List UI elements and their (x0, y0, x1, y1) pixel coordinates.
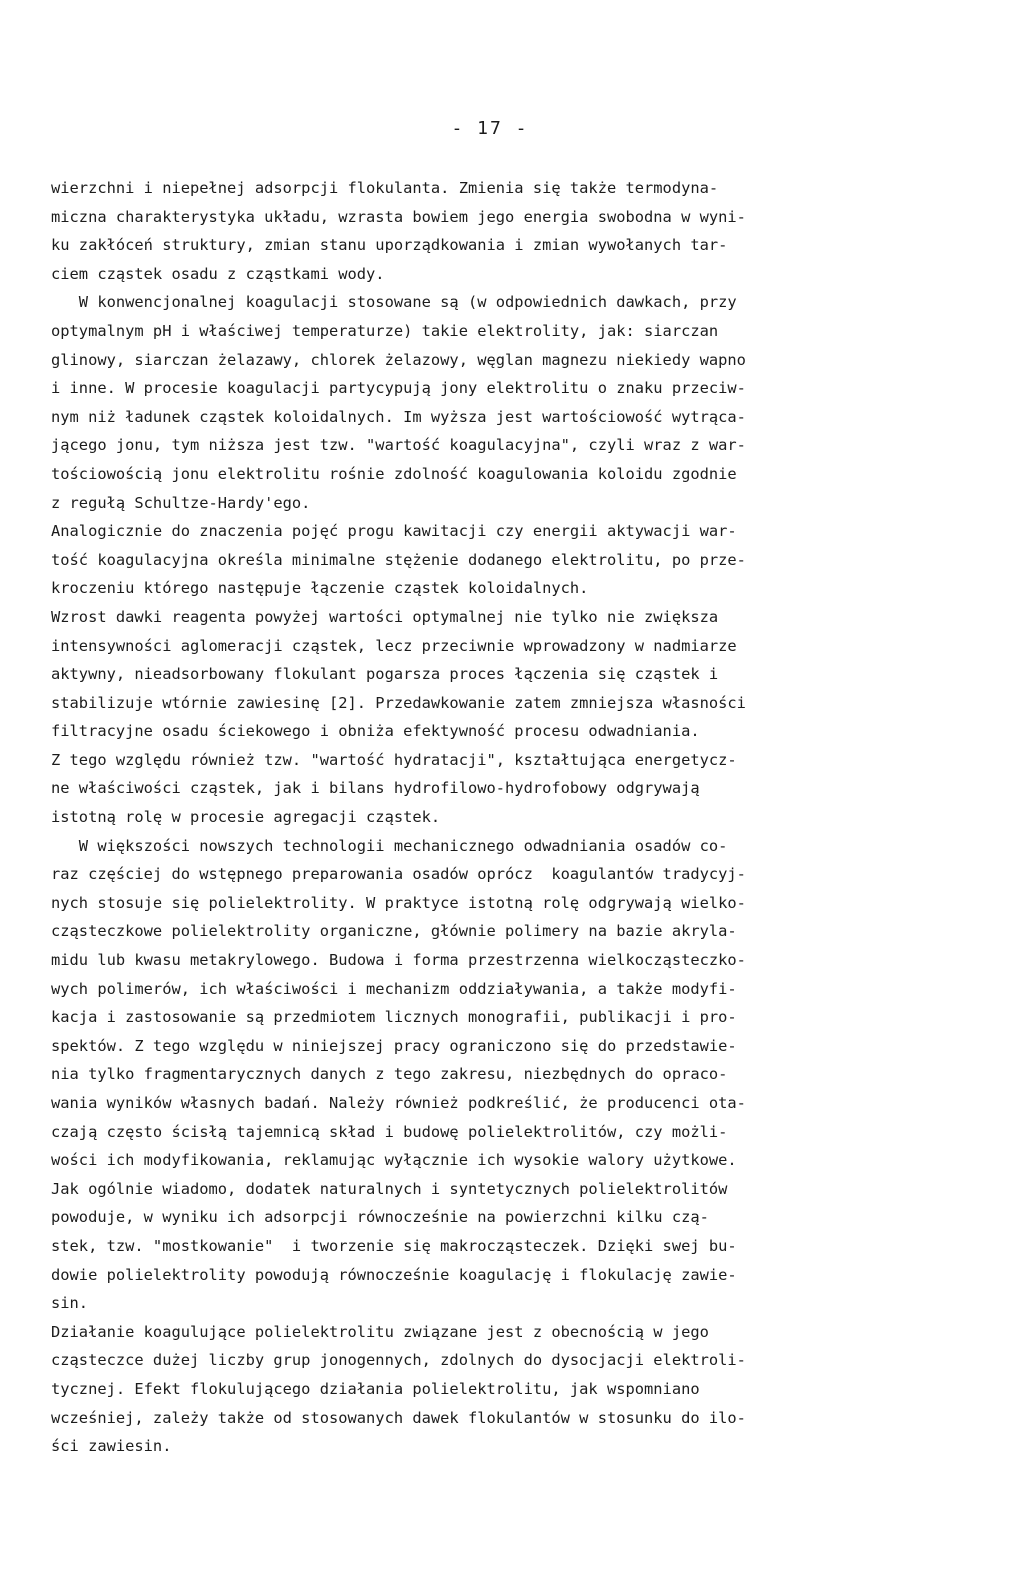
text-line: tość koagulacyjna określa minimalne stężenie dodanego elektrolitu, po prze- (51, 550, 746, 569)
text-line: raz częściej do wstępnego preparowania osadów oprócz koagulantów tradycyj- (51, 865, 746, 884)
text-line: kroczeniu którego następuje łączenie cząstek koloidalnych. (51, 579, 589, 598)
text-line: Jak ogólnie wiadomo, dodatek naturalnych i syntetycznych polielektrolitów (51, 1179, 728, 1198)
text-line: Wzrost dawki reagenta powyżej wartości optymalnej nie tylko nie zwiększa (51, 607, 719, 626)
text-line: tycznej. Efekt flokulującego działania polielektrolitu, jak wspomniano (51, 1379, 700, 1398)
text-line: nych stosuje się polielektrolity. W praktyce istotną rolę odgrywają wielko- (51, 893, 746, 912)
text-line: stek, tzw. "mostkowanie" i tworzenie się makrocząsteczek. Dzięki swej bu- (51, 1236, 737, 1255)
text-line: aktywny, nieadsorbowany flokulant pogarsza proces łączenia się cząstek i (51, 665, 719, 684)
text-line: tościowością jonu elektrolitu rośnie zdolność koagulowania koloidu zgodnie (51, 464, 737, 483)
text-line: czają często ścisłą tajemnicą skład i budowę polielektrolitów, czy możli- (51, 1122, 728, 1141)
text-line: Działanie koagulujące polielektrolitu związane jest z obecnością w jego (51, 1322, 709, 1341)
text-line: nia tylko fragmentarycznych danych z tego zakresu, niezbędnych do opraco- (51, 1065, 728, 1084)
text-line: W konwencjonalnej koagulacji stosowane są (w odpowiednich dawkach, przy (51, 293, 737, 312)
text-line: nym niż ładunek cząstek koloidalnych. Im wyższa jest wartościowość wytrąca- (51, 407, 746, 426)
text-line: i inne. W procesie koagulacji partycypują jony elektrolitu o znaku przeciw- (51, 379, 746, 398)
text-line: midu lub kwasu metakrylowego. Budowa i forma przestrzenna wielkocząsteczko- (51, 951, 746, 970)
text-line: ne właściwości cząstek, jak i bilans hydrofilowo-hydrofobowy odgrywają (51, 779, 700, 798)
text-line: Z tego względu również tzw. "wartość hydratacji", kształtująca energetycz- (51, 750, 737, 769)
text-line: wierzchni i niepełnej adsorpcji flokulanta. Zmienia się także termodyna- (51, 179, 719, 197)
text-line: cząsteczce dużej liczby grup jonogennych, zdolnych do dysocjacji elektroli- (51, 1351, 746, 1370)
text-line: ści zawiesin. (51, 1437, 172, 1456)
text-line: wcześniej, zależy także od stosowanych dawek flokulantów w stosunku do ilo- (51, 1408, 746, 1427)
text-line: jącego jonu, tym niższa jest tzw. "wartość koagulacyjna", czyli wraz z war- (51, 436, 746, 455)
text-line: glinowy, siarczan żelazawy, chlorek żelazowy, węglan magnezu niekiedy wapno (51, 350, 746, 369)
text-line: dowie polielektrolity powodują równocześnie koagulację i flokulację zawie- (51, 1265, 737, 1284)
text-line: cząsteczkowe polielektrolity organiczne, głównie polimery na bazie akryla- (51, 922, 737, 941)
text-line: ku zakłóceń struktury, zmian stanu uporządkowania i zmian wywołanych tar- (51, 236, 728, 255)
text-line: wania wyników własnych badań. Należy również podkreślić, że producenci ota- (51, 1094, 746, 1112)
text-line: spektów. Z tego względu w niniejszej pracy ograniczono się do przedstawie- (51, 1036, 737, 1055)
text-line: stabilizuje wtórnie zawiesinę [2]. Przedawkowanie zatem zmniejsza własności (51, 693, 746, 712)
text-line: wych polimerów, ich właściwości i mechanizm oddziaływania, a także modyfi- (51, 979, 737, 998)
body-text (51, 174, 981, 1461)
text-line: sin. (51, 1294, 89, 1313)
text-line: kacja i zastosowanie są przedmiotem licznych monografii, publikacji i pro- (51, 1008, 737, 1027)
text-line: istotną rolę w procesie agregacji cząstek. (51, 808, 441, 827)
page-number: - 17 - (451, 118, 529, 139)
text-line: powoduje, w wyniku ich adsorpcji równocześnie na powierzchni kilku czą- (51, 1208, 709, 1227)
text-line: filtracyjne osadu ściekowego i obniża efektywność procesu odwadniania. (51, 722, 700, 741)
text-line: z regułą Schultze-Hardy'ego. (51, 493, 311, 512)
text-line: Analogicznie do znaczenia pojęć progu kawitacji czy energii aktywacji war- (51, 522, 737, 541)
text-line: optymalnym pH i właściwej temperaturze) takie elektrolity, jak: siarczan (51, 321, 719, 340)
text-line: W większości nowszych technologii mechanicznego odwadniania osadów co- (51, 836, 728, 855)
text-line: miczna charakterystyka układu, wzrasta bowiem jego energia swobodna w wyni- (51, 207, 746, 226)
text-line: ciem cząstek osadu z cząstkami wody. (51, 264, 385, 283)
text-line: intensywności aglomeracji cząstek, lecz przeciwnie wprowadzony w nadmiarze (51, 636, 737, 655)
text-line: wości ich modyfikowania, reklamując wyłącznie ich wysokie walory użytkowe. (51, 1151, 737, 1170)
